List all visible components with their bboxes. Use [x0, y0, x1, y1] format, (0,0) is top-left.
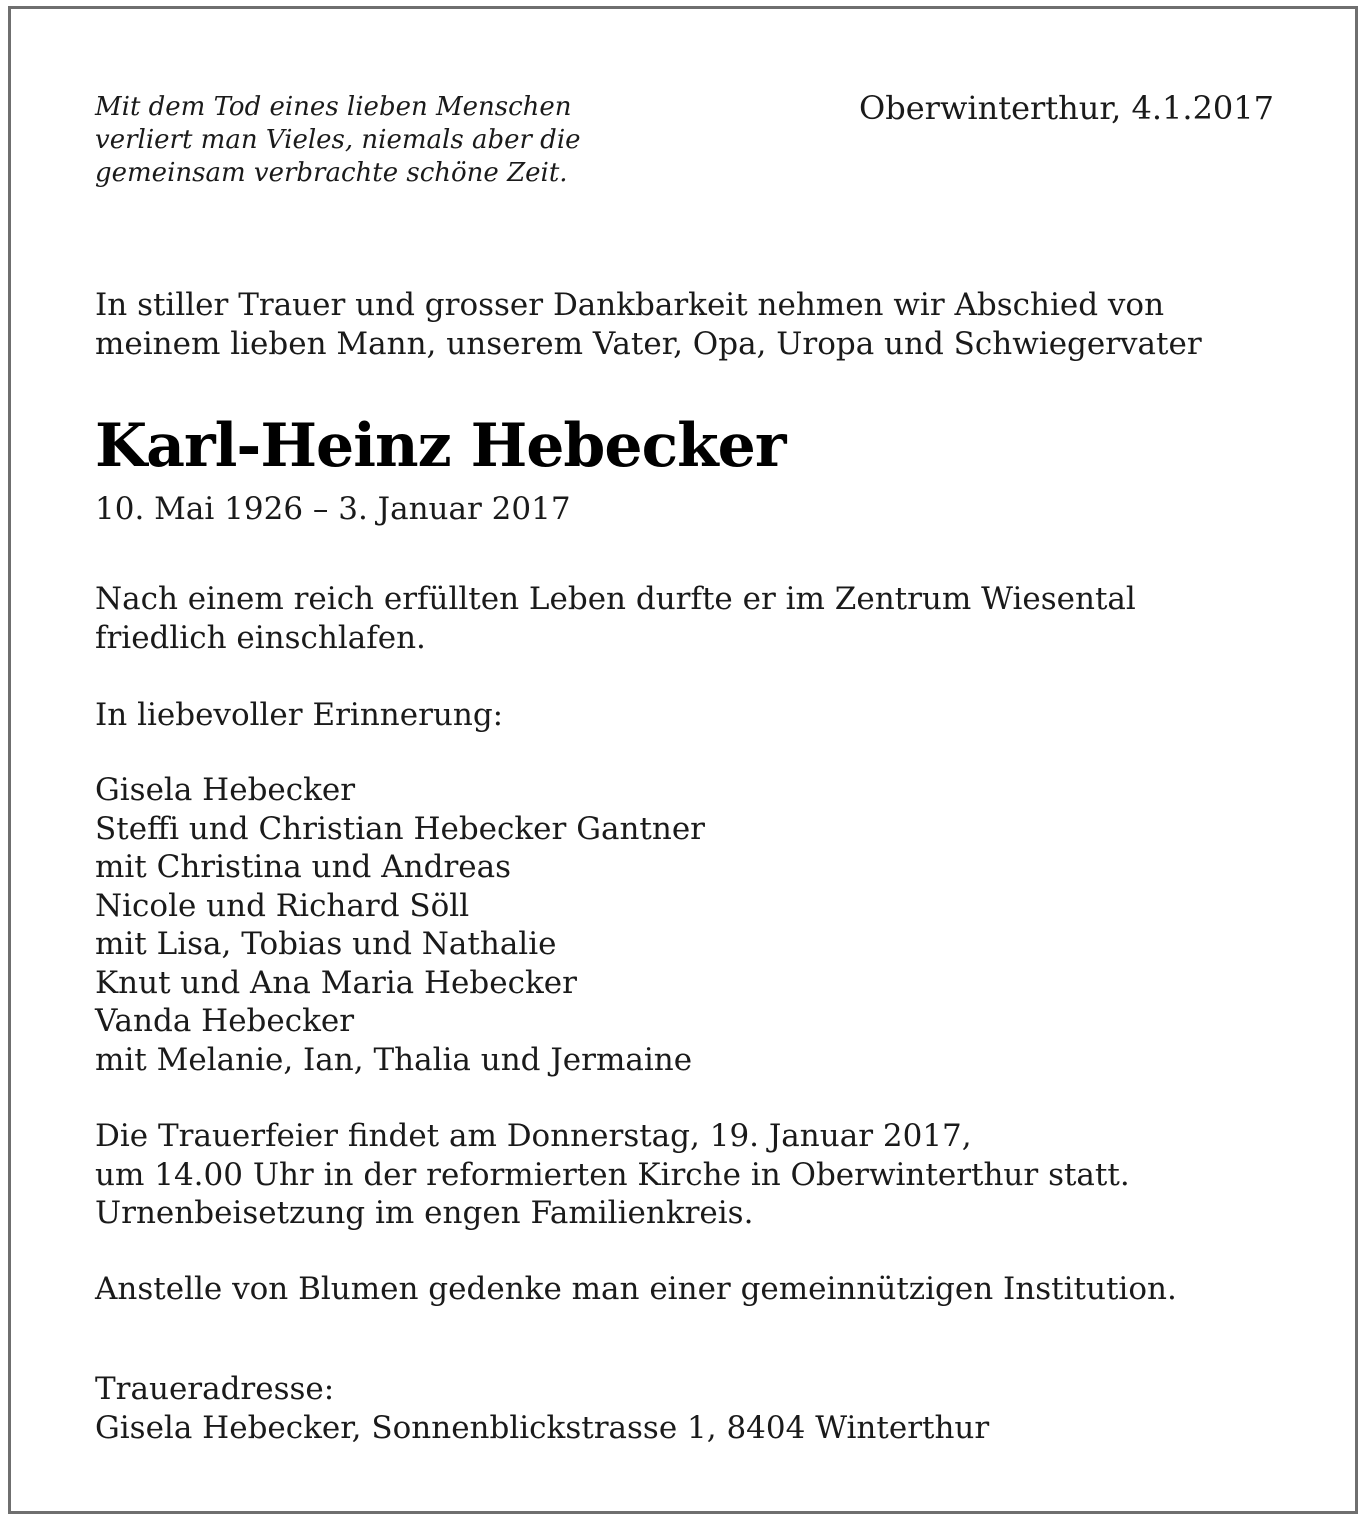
mourners-list — [95, 771, 705, 1079]
intro-text — [95, 286, 1202, 363]
motto-line: gemeinsam verbrachte schöne Zeit. — [95, 158, 568, 188]
list-item: Nicole und Richard Söll — [95, 887, 470, 924]
ceremony-line: Die Trauerfeier findet am Donnerstag, 19. Januar 2017, — [95, 1118, 972, 1154]
passing-line: friedlich einschlafen. — [95, 619, 426, 656]
list-item: Vanda Hebecker — [95, 1003, 355, 1039]
passing-line: Nach einem reich erfüllten Leben durfte er im Zentrum Wiesental — [95, 581, 1136, 617]
flowers-note — [95, 1270, 1177, 1309]
ceremony-text — [95, 1117, 1130, 1233]
list-item: mit Christina und Andreas — [95, 849, 512, 885]
passing-text — [95, 580, 1136, 657]
ceremony-line: Urnenbeisetzung im engen Familienkreis. — [95, 1195, 754, 1231]
remembrance-heading-text: In liebevoller Erinnerung: — [95, 697, 504, 733]
address-value: Gisela Hebecker, Sonnenblickstrasse 1, 8404 Winterthur — [95, 1409, 990, 1446]
place-date: Oberwinterthur, 4.1.2017 — [859, 89, 1274, 127]
motto-line: verliert man Vieles, niemals aber die — [95, 125, 581, 155]
ceremony-line: um 14.00 Uhr in der reformierten Kirche in Oberwinterthur statt. — [95, 1156, 1130, 1193]
intro-line: meinem lieben Mann, unserem Vater, Opa, Uropa und Schwiegervater — [95, 325, 1202, 362]
list-item: Knut und Ana Maria Hebecker — [95, 964, 577, 1001]
address-label: Traueradresse: — [95, 1371, 335, 1407]
list-item: Steffi und Christian Hebecker Gantner — [95, 810, 705, 847]
deceased-life-dates: 10. Mai 1926 – 3. Januar 2017 — [95, 491, 571, 527]
deceased-name: Karl-Heinz Hebecker — [95, 411, 786, 481]
motto-quote — [95, 91, 655, 190]
remembrance-heading — [95, 696, 503, 735]
flowers-note-text: Anstelle von Blumen gedenke man einer gemeinnützigen Institution. — [95, 1271, 1177, 1307]
list-item: Gisela Hebecker — [95, 772, 356, 808]
list-item: mit Lisa, Tobias und Nathalie — [95, 926, 557, 962]
intro-line: In stiller Trauer und grosser Dankbarkeit nehmen wir Abschied von — [95, 287, 1165, 323]
mourning-address — [95, 1370, 989, 1447]
list-item: mit Melanie, Ian, Thalia und Jermaine — [95, 1041, 693, 1078]
motto-line: Mit dem Tod eines lieben Menschen — [95, 92, 572, 122]
